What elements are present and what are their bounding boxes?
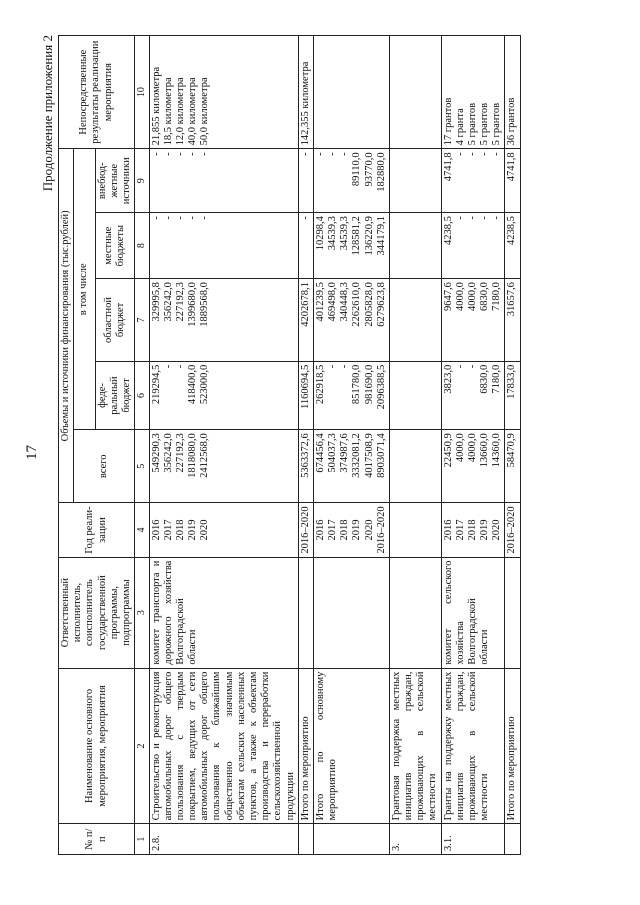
cell-line: 6279623,8 [375, 282, 387, 327]
table-row [441, 36, 505, 855]
cell-line: 851780,0 [351, 364, 363, 405]
cell-line: 2020 [363, 519, 375, 541]
results-cell [441, 36, 505, 149]
year-cell [441, 503, 505, 557]
cell-line: - [466, 216, 478, 220]
cell-line: 2018 [466, 519, 478, 541]
local-cell [149, 213, 298, 279]
year-cell: 2016–2020 [298, 503, 313, 557]
federal-cell [149, 361, 298, 429]
local-cell: - [298, 213, 313, 279]
cell-line: - [162, 364, 174, 369]
cell-line: 2262610,0 [351, 282, 363, 327]
activity-name: Грантовая поддержка местных инициатив граждан, проживающих в сельской местности [389, 668, 441, 824]
subtotal-label: Итого по мероприятию [298, 668, 313, 824]
offbudget-cell: - [298, 149, 313, 213]
row-number: 2.8. [149, 824, 298, 855]
cell-line: 674456,4 [314, 433, 326, 473]
cell-line: - [174, 152, 186, 156]
cell-line: 4000,0 [454, 282, 466, 312]
cell-line: 2016 [442, 519, 454, 541]
cell-line: 22450,9 [442, 433, 454, 468]
cell-line: 4238,5 [442, 216, 454, 245]
cell-line: 2016 [314, 519, 326, 541]
cell-line: 401239,5 [314, 282, 326, 322]
cell-line: - [199, 216, 211, 220]
header-federal: феде- ральный бюджет [95, 361, 135, 429]
cell-line: 374987,6 [339, 433, 351, 473]
cell-line: 418400,0 [187, 364, 199, 405]
cell-line: 8903071,4 [375, 433, 387, 478]
table-row [298, 36, 313, 855]
cell-line: 2020 [491, 519, 503, 541]
offbudget-cell [313, 149, 389, 213]
cell-line: - [150, 152, 162, 156]
cell-line: 18,5 километра [162, 77, 174, 146]
header-no: № п/п [59, 824, 135, 855]
cell-line: 504037,3 [327, 433, 339, 473]
offbudget-cell [149, 149, 298, 213]
column-number: 7 [135, 279, 150, 362]
cell-line: - [187, 152, 199, 156]
cell-line: 329995,8 [150, 282, 162, 322]
cell-line: 34539,3 [327, 216, 339, 251]
column-number: 10 [135, 36, 150, 149]
cell-line: 7180,0 [491, 364, 503, 394]
cell-line: 4000,0 [466, 433, 478, 463]
cell-line: 2019 [187, 519, 199, 541]
cell-line: 1818080,0 [187, 433, 199, 478]
local-cell: 4238,5 [505, 213, 520, 279]
cell-line: 93770,0 [363, 152, 375, 187]
cell-line: 2096388,5 [375, 364, 387, 410]
cell-line: 2020 [199, 519, 211, 541]
header-local: местные бюджеты [95, 213, 135, 279]
row-number: 3.1. [441, 824, 505, 855]
header-year: Год реали- зации [59, 503, 135, 557]
cell-line: 9647,6 [442, 282, 454, 312]
cell-line: 981690,0 [363, 364, 375, 405]
offbudget-cell: 4741,8 [505, 149, 520, 213]
column-number: 8 [135, 213, 150, 279]
cell-line: 4000,0 [454, 433, 466, 463]
cell-line: - [454, 152, 466, 156]
federal-cell [441, 361, 505, 429]
cell-line: 12,0 километра [174, 77, 186, 146]
table-row [505, 36, 520, 855]
local-cell [313, 213, 389, 279]
executor-cell: комитет сельского хозяйства Волгоградской области [441, 557, 505, 668]
cell-line: 21,855 километра [150, 66, 162, 146]
cell-line: - [162, 216, 174, 220]
cell-line: 50,0 километра [199, 77, 211, 146]
cell-line: - [199, 152, 211, 156]
cell-line: - [314, 152, 326, 156]
subtotal-label: Итого по основному мероприятию [313, 668, 389, 824]
cell-line: 2016–2020 [375, 506, 387, 554]
offbudget-cell [441, 149, 505, 213]
cell-line: 356242,0 [162, 282, 174, 322]
cell-line: 2019 [351, 519, 363, 541]
cell-line: 89110,0 [351, 152, 363, 187]
cell-line: 523000,0 [199, 364, 211, 405]
results-cell [149, 36, 298, 149]
year-cell: 2016–2020 [505, 503, 520, 557]
cell-line: - [479, 152, 491, 156]
cell-line: - [454, 364, 466, 369]
column-number: 5 [135, 430, 150, 503]
cell-line: - [466, 364, 478, 369]
federal-cell: 1160694,5 [298, 361, 313, 429]
header-results: Непосредственные результаты реализации мероприятия [59, 36, 135, 149]
cell-line: 344179,1 [375, 216, 387, 256]
activity-name: Строительство и реконструкция автомобильных дорог общего пользования с твердым покрытием, ведущих от сети автомобильных дорог общего пользования к ближайшим общественно значимым объектам сельских населенных пунктов, а также к объектам производства и переработки сельскохозяйственной продукции [149, 668, 298, 824]
cell-line: - [479, 216, 491, 220]
row-number: 3. [389, 824, 441, 855]
column-number: 3 [135, 557, 150, 668]
cell-line: 40,0 километра [187, 77, 199, 146]
executor-cell: комитет транспорта и дорожного хозяйства Волгоградской области [149, 557, 298, 668]
column-number: 4 [135, 503, 150, 557]
cell-line: 3823,0 [442, 364, 454, 394]
cell-line: 1889568,0 [199, 282, 211, 327]
cell-line: 2017 [327, 519, 339, 541]
total-cell [149, 430, 298, 503]
cell-line: 6830,0 [479, 364, 491, 394]
table-row [313, 36, 389, 855]
cell-line: - [174, 364, 186, 369]
cell-line: 14360,0 [491, 433, 503, 468]
cell-line: 469498,0 [327, 282, 339, 322]
year-cell [313, 503, 389, 557]
regional-cell [313, 279, 389, 362]
results-cell: 142,355 километра [298, 36, 313, 149]
column-number: 9 [135, 149, 150, 213]
cell-line: - [454, 216, 466, 220]
cell-line: 227192,3 [174, 433, 186, 473]
results-cell: 36 грантов [505, 36, 520, 149]
cell-line: 136220,9 [363, 216, 375, 256]
regional-cell [149, 279, 298, 362]
cell-line: 262918,5 [314, 364, 326, 405]
cell-line: 4 гранта [454, 108, 466, 146]
cell-line: 6830,0 [479, 282, 491, 312]
cell-line: - [174, 216, 186, 220]
cell-line: 182880,0 [375, 152, 387, 192]
cell-line: 219294,5 [150, 364, 162, 405]
column-number: 2 [135, 668, 150, 824]
column-number-row [135, 36, 150, 855]
column-number: 1 [135, 824, 150, 855]
cell-line: 4017508,9 [363, 433, 375, 478]
cell-line: - [327, 364, 339, 369]
subtotal-label: Итого по мероприятию [505, 668, 520, 824]
cell-line: 4000,0 [466, 282, 478, 312]
local-cell [441, 213, 505, 279]
regional-cell: 31657,6 [505, 279, 520, 362]
cell-line: - [491, 216, 503, 220]
cell-line: - [162, 152, 174, 156]
total-cell: 58470,9 [505, 430, 520, 503]
header-incl: в том числе [74, 149, 95, 430]
cell-line: 17 грантов [442, 97, 454, 146]
cell-line: 5 грантов [491, 102, 503, 146]
cell-line: 2412568,0 [199, 433, 211, 478]
cell-line: 4741,8 [442, 152, 454, 182]
column-number: 6 [135, 361, 150, 429]
header-name: Наименование основного мероприятия, мероприятия [59, 668, 135, 824]
header-volumes: Объемы и источники финансирования (тыс.рублей) [59, 149, 74, 503]
table-row [149, 36, 298, 855]
cell-line: 356242,0 [162, 433, 174, 473]
cell-line: 2017 [162, 519, 174, 541]
page-number: 17 [24, 445, 40, 460]
cell-line: 128581,2 [351, 216, 363, 256]
cell-line: - [339, 152, 351, 156]
cell-line: 5 грантов [479, 102, 491, 146]
federal-cell [313, 361, 389, 429]
cell-line: 2805828,0 [363, 282, 375, 327]
cell-line: 7180,0 [491, 282, 503, 312]
cell-line: 1399680,0 [187, 282, 199, 327]
cell-line: 2017 [454, 519, 466, 541]
federal-cell: 17833,0 [505, 361, 520, 429]
cell-line: - [187, 216, 199, 220]
cell-line: 2016 [150, 519, 162, 541]
cell-line: - [466, 152, 478, 156]
total-cell: 5363372,6 [298, 430, 313, 503]
header-offbudget: внебюд- жетные источники [95, 149, 135, 213]
activity-name: Гранты на поддержку местных инициатив граждан, проживающих в сельской местности [441, 668, 505, 824]
year-cell [149, 503, 298, 557]
cell-line: - [339, 364, 351, 369]
header-executor: Ответственный исполнитель, соисполнитель государственной программы, подпрограммы [59, 557, 135, 668]
financing-table [58, 35, 521, 855]
cell-line: 13660,0 [479, 433, 491, 468]
cell-line: 10298,4 [314, 216, 326, 251]
cell-line: 227192,3 [174, 282, 186, 322]
table-row [389, 36, 441, 855]
total-cell [313, 430, 389, 503]
cell-line: 2018 [174, 519, 186, 541]
cell-line: 340448,3 [339, 282, 351, 322]
total-cell [441, 430, 505, 503]
cell-line: - [491, 152, 503, 156]
cell-line: 5 грантов [466, 102, 478, 146]
regional-cell: 4202678,1 [298, 279, 313, 362]
header-regional: областной бюджет [95, 279, 135, 362]
cell-line: - [150, 216, 162, 220]
cell-line: - [327, 152, 339, 156]
regional-cell [441, 279, 505, 362]
cell-line: 2018 [339, 519, 351, 541]
cell-line: 3332081,2 [351, 433, 363, 478]
cell-line: 2019 [479, 519, 491, 541]
cell-line: 34539,3 [339, 216, 351, 251]
header-total: всего [74, 430, 135, 503]
appendix-continuation-note: Продолжение приложения 2 [40, 35, 55, 192]
cell-line: 549290,3 [150, 433, 162, 473]
